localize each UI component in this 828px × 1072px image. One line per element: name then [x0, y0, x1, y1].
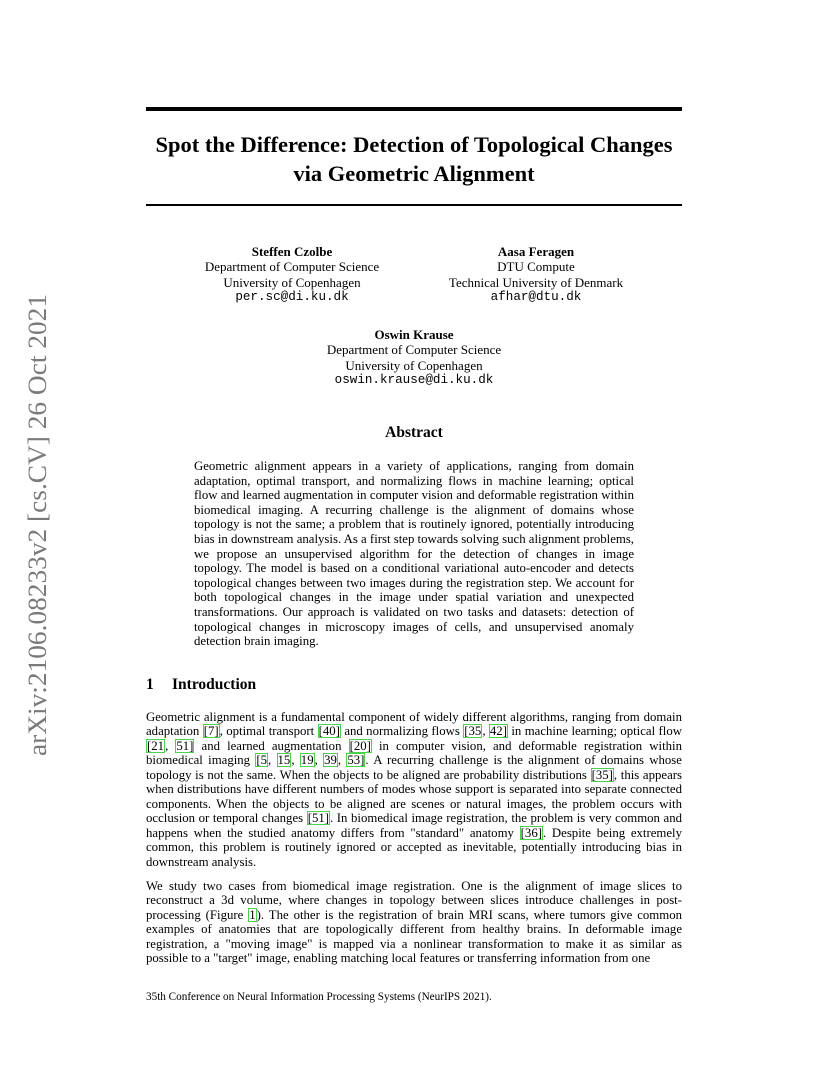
- section-title: Introduction: [172, 676, 257, 693]
- paper-title-line-2: via Geometric Alignment: [293, 161, 535, 186]
- arxiv-identifier-stamp: [22, 290, 52, 760]
- citation-link[interactable]: [35]: [591, 767, 613, 782]
- author-email[interactable]: oswin.krause@di.ku.dk: [334, 373, 494, 388]
- citation-link[interactable]: 42]: [489, 724, 507, 739]
- author-affiliation: Department of Computer Science: [204, 259, 380, 275]
- section-number: 1: [146, 676, 154, 693]
- section-heading-introduction: [146, 676, 256, 694]
- author-email[interactable]: per.sc@di.ku.dk: [235, 290, 349, 305]
- citation-link[interactable]: [5: [256, 753, 268, 768]
- author-block-czolbe: [192, 244, 392, 306]
- introduction-paragraph-1: Geometric alignment is a fundamental component of widely different algorithms, ranging from domain adaptation [7], optimal transport [40] and normalizing flows [35, 42] in machine learning; optical flow [21, 51] and learned augmentation [20] in computer vision, and deformable registration within biomedical imaging [5, 15, 19, 39, 53]. A recurring challenge is the alignment of domains whose topology is not the same. When the objects to be aligned are probability distributions [35], this appears when distributions have different numbers of modes whose support is separated into separate connected components. When the objects to be aligned are scenes or natural images, the problem occurs with occlusion or temporal changes [51]. In biomedical image registration, the problem is very common and happens when the studied anatomy differs from "standard" anatomy [36]. Despite being extremely common, this problem is routinely ignored or accepted as inevitable, potentially introducing bias in downstream analysis.: [146, 710, 683, 869]
- author-block-krause: [304, 327, 524, 389]
- abstract-text: Geometric alignment appears in a variety of applications, ranging from domain adaptation, optimal transport, and normalizing flows in machine learning; optical flow and learned augmentation in computer vision and deformable registration within biomedical imaging. A recurring challenge is the alignment of domains whose topology is not the same; a problem that is routinely ignored, potentially introducing bias in downstream analysis. As a first step towards solving such alignment problems, we propose an unsupervised algorithm for the detection of changes in image topology. The model is based on a conditional variational auto-encoder and detects topological changes between two images during the registration step. We account for both topological changes in the image under spatial variation and unexpected transformations. Our approach is validated on two tasks and datasets: detection of topological changes in microscopy images of cells, and unsupervised anomaly detection brain imaging.: [194, 459, 635, 649]
- title-top-rule: [146, 107, 682, 111]
- citation-link[interactable]: 39: [324, 753, 337, 768]
- author-name: Aasa Feragen: [497, 244, 575, 259]
- conference-footnote: 35th Conference on Neural Information Processing Systems (NeurIPS 2021).: [146, 991, 492, 1003]
- author-affiliation: University of Copenhagen: [223, 274, 361, 290]
- citation-link[interactable]: 51]: [176, 738, 194, 753]
- author-affiliation: Technical University of Denmark: [448, 274, 624, 290]
- introduction-paragraph-2: We study two cases from biomedical image registration. One is the alignment of image slices to reconstruct a 3d volume, where changes in topology between slices introduce challenges in post-processing (Figure 1). The other is the registration of brain MRI scans, where tumors give common examples of anatomies that are topologically different from healthy brains. In deformable image registration, a "moving image" is mapped via a nonlinear transformation to make it as similar as possible to a "target" image, enabling matching local features or transferring information from one: [146, 879, 682, 966]
- arxiv-identifier-text: arXiv:2106.08233v2 [cs.CV] 26 Oct 2021: [23, 316, 52, 756]
- citation-link[interactable]: [35: [464, 724, 482, 739]
- author-name: Oswin Krause: [374, 327, 454, 342]
- title-bottom-rule: [146, 204, 682, 206]
- citation-link[interactable]: [36]: [520, 825, 542, 840]
- citation-link[interactable]: [7]: [203, 724, 219, 739]
- citation-link[interactable]: 53]: [347, 753, 365, 768]
- author-affiliation: DTU Compute: [497, 259, 575, 275]
- figure-reference-link[interactable]: 1: [249, 907, 256, 922]
- citation-link[interactable]: [20]: [349, 738, 371, 753]
- author-name: Steffen Czolbe: [251, 244, 333, 259]
- citation-link[interactable]: [51]: [307, 811, 330, 826]
- author-affiliation: Department of Computer Science: [326, 342, 502, 358]
- paper-title: [146, 130, 682, 188]
- citation-link[interactable]: [40]: [318, 724, 340, 739]
- citation-link[interactable]: 15: [277, 753, 291, 768]
- paper-title-line-1: Spot the Difference: Detection of Topological Changes: [155, 132, 673, 157]
- author-email[interactable]: afhar@dtu.dk: [490, 290, 582, 305]
- abstract-heading: Abstract: [385, 424, 443, 441]
- citation-link[interactable]: [21: [147, 738, 165, 753]
- author-block-feragen: [436, 244, 636, 306]
- citation-link[interactable]: 19: [300, 753, 314, 768]
- author-affiliation: University of Copenhagen: [345, 357, 483, 373]
